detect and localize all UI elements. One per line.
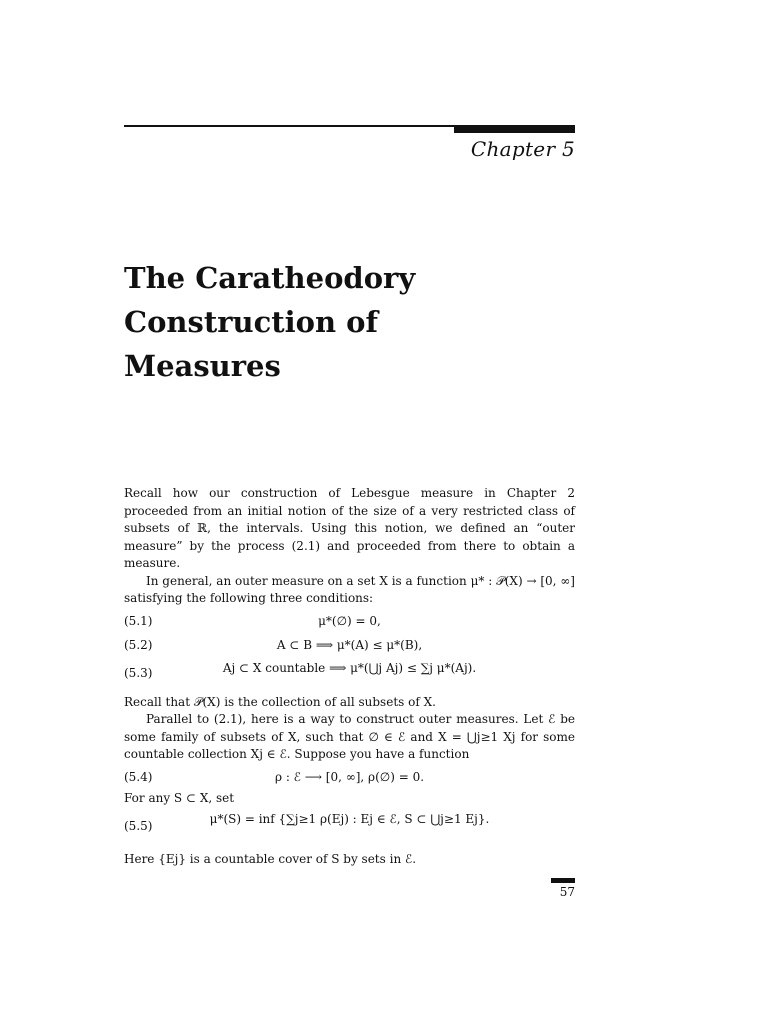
paragraph: Parallel to (2.1), here is a way to construct outer measures. Let ℰ be some family of subsets of X, such that ∅ ∈ ℰ and X = ⋃j≥1 Xj for some countable collection Xj ∈ ℰ. Suppose you have a function	[124, 712, 575, 761]
equation-expression: A ⊂ B ⟹ μ*(A) ≤ μ*(B),	[276, 637, 423, 652]
chapter-title-line: Construction of	[124, 305, 379, 339]
equation-expression: μ*(∅) = 0,	[318, 613, 381, 628]
equation	[124, 610, 575, 632]
equation-number: (5.2)	[124, 637, 153, 652]
equation-number: (5.5)	[124, 819, 153, 833]
paragraph: Recall that 𝒫(X) is the collection of all subsets of X.	[124, 694, 436, 709]
paragraph: In general, an outer measure on a set X is a function μ* : 𝒫(X) → [0, ∞] satisfying the following three conditions:	[124, 573, 575, 605]
header-rule-thick	[454, 125, 575, 133]
equation-number: (5.4)	[124, 769, 153, 784]
equation-number: (5.1)	[124, 613, 153, 628]
equation-expression: ρ : ℰ ⟶ [0, ∞], ρ(∅) = 0.	[274, 769, 425, 784]
chapter-title-line: Measures	[124, 349, 281, 383]
chapter-label: Chapter 5	[470, 137, 575, 161]
chapter-title-line: The Caratheodory	[124, 261, 416, 295]
equation-expression: Aj ⊂ X countable ⟹ μ*(⋃j Aj) ≤ ∑j μ*(Aj).	[222, 660, 477, 675]
equation-expression: μ*(S) = inf {∑j≥1 ρ(Ej) : Ej ∈ ℰ, S ⊂ ⋃j≥1 Ej}.	[209, 812, 490, 826]
chapter-title	[124, 256, 544, 388]
page-number-bar	[551, 878, 575, 883]
equation	[124, 658, 575, 692]
paragraph: For any S ⊂ X, set	[124, 790, 235, 805]
equation	[124, 766, 575, 788]
paragraph: Here {Ej} is a countable cover of S by sets in ℰ.	[124, 852, 417, 866]
equation	[124, 634, 575, 656]
paragraph: Recall how our construction of Lebesgue measure in Chapter 2 proceeded from an initial notion of the size of a very restricted class of subsets of ℝ, the intervals. Using this notion, we defined an “outer measure” by the process (2.1) and proceeded from there to obtain a measure.	[124, 486, 575, 570]
page-number: 57	[559, 885, 575, 899]
equation	[124, 809, 575, 849]
body-text	[124, 485, 575, 869]
equation-number: (5.3)	[124, 665, 153, 680]
